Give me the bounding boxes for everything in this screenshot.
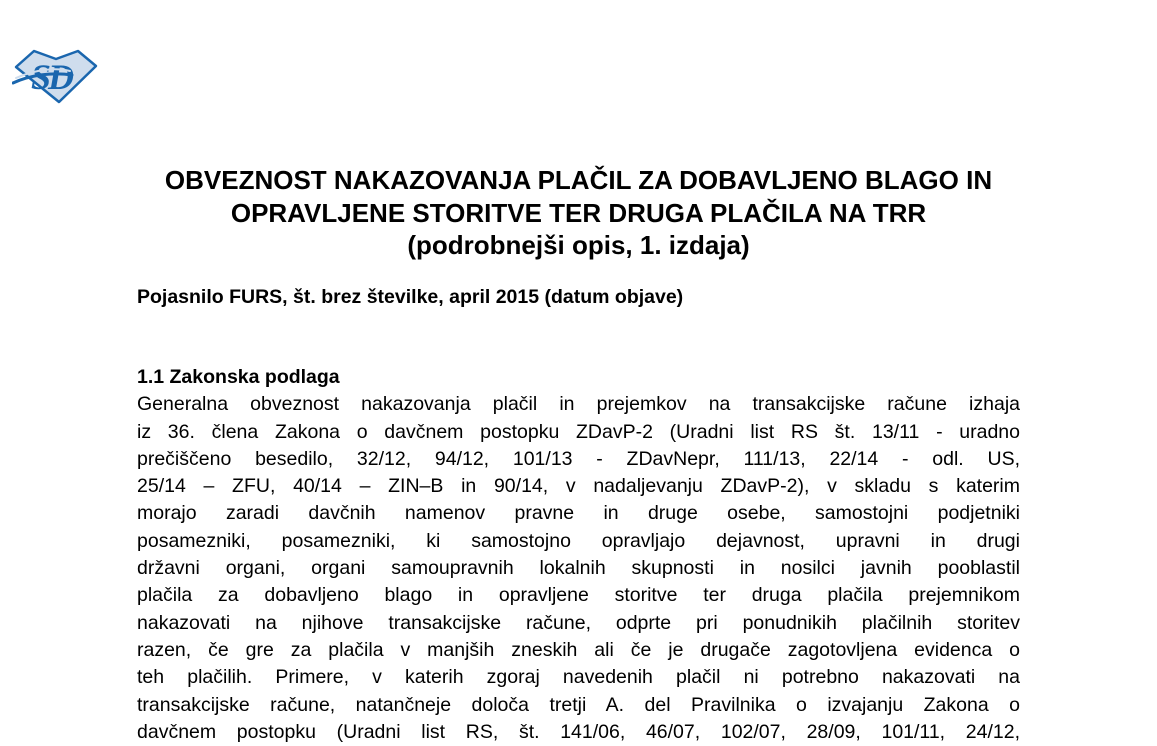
body-line: razen, če gre za plačila v manjših zneskih ali če je drugače zagotovljena evidenca o <box>137 638 1020 661</box>
title-line-1: OBVEZNOST NAKAZOVANJA PLAČIL ZA DOBAVLJENO BLAGO IN <box>164 165 993 195</box>
body-line: morajo zaradi davčnih namenov pravne in druge osebe, samostojni podjetniki <box>137 502 1020 525</box>
title-line-3: (podrobnejši opis, 1. izdaja) <box>407 230 750 260</box>
document-title <box>137 164 1020 262</box>
body-line: prečiščeno besedilo, 32/12, 94/12, 101/13 - ZDavNepr, 111/13, 22/14 - odl. US, <box>137 447 1020 470</box>
body-line: državni organi, organi samoupravnih lokalnih skupnosti in nosilci javnih pooblastil <box>137 557 1020 580</box>
body-line: teh plačilih. Primere, v katerih zgoraj navedenih plačil ni potrebno nakazovati na <box>137 666 1020 689</box>
sd-shield-logo <box>12 46 100 104</box>
body-line: iz 36. člena Zakona o davčnem postopku ZDavP-2 (Uradni list RS št. 13/11 - uradno <box>137 420 1020 443</box>
body-line: davčnem postopku (Uradni list RS, št. 141/06, 46/07, 102/07, 28/09, 101/11, 24/12, <box>137 720 1020 743</box>
body-line: 25/14 – ZFU, 40/14 – ZIN–B in 90/14, v nadaljevanju ZDavP-2), v skladu s katerim <box>137 475 1020 498</box>
body-line: transakcijske račune, natančneje določa tretji A. del Pravilnika o izvajanju Zakona o <box>137 693 1020 716</box>
section-heading: 1.1 Zakonska podlaga <box>137 366 340 388</box>
body-line: Generalna obveznost nakazovanja plačil in prejemkov na transakcijske račune izhaja <box>137 393 1020 416</box>
body-line: nakazovati na njihove transakcijske račune, odprte pri ponudnikih plačilnih storitev <box>137 611 1020 634</box>
logo-letters: SD <box>31 57 72 97</box>
section-1-1 <box>137 364 1020 746</box>
body-line: posamezniki, posamezniki, ki samostojno opravljajo dejavnost, upravni in drugi <box>137 529 1020 552</box>
body-line: plačila za dobavljeno blago in opravljene storitve ter druga plačila prejemnikom <box>137 584 1020 607</box>
title-line-2: OPRAVLJENE STORITVE TER DRUGA PLAČILA NA TRR <box>230 197 927 228</box>
document-subtitle: Pojasnilo FURS, št. brez številke, april 2015 (datum objave) <box>137 286 684 308</box>
